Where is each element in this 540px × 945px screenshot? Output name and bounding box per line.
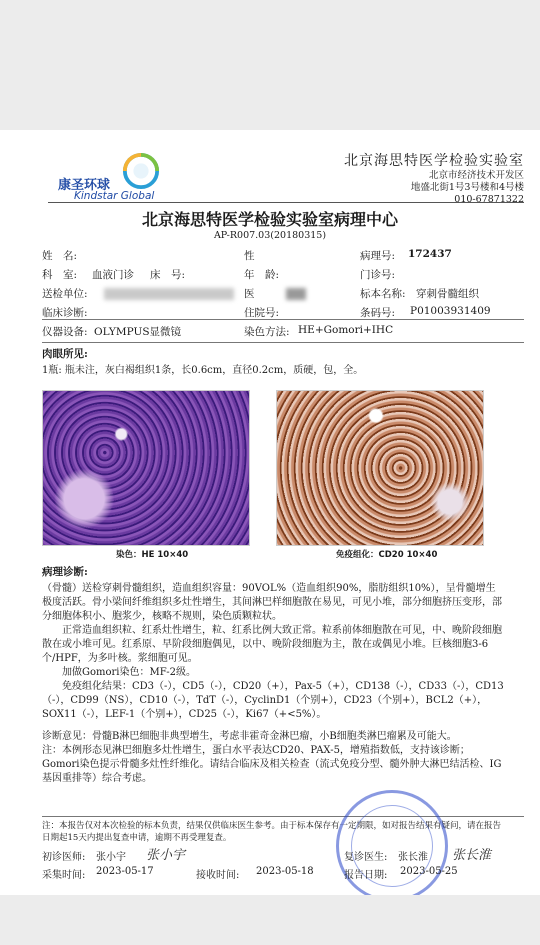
instrument-label: 仪器设备: — [42, 326, 88, 338]
instrument-value: OLYMPUS显微镜 — [94, 326, 182, 338]
stain-value: HE+Gomori+IHC — [298, 324, 394, 336]
receive-date: 2023-05-18 — [256, 866, 314, 877]
age-label: 年 龄: — [244, 269, 280, 281]
company-logo — [58, 148, 168, 204]
form-code: AP-R007.03(20180315) — [213, 230, 327, 241]
specimen-value: 穿刺骨髓组织 — [416, 288, 479, 300]
diagnosis-body — [42, 582, 504, 786]
first-doctor-label: 初诊医师: — [42, 852, 86, 863]
collect-label: 采集时间: — [42, 870, 86, 881]
header-divider — [48, 202, 524, 203]
image-caption-cd20: 免疫组化：CD20 10×40 — [336, 550, 438, 560]
lab-address: 北京市经济技术开发区 地盛北街1号3号楼和4号楼 010-67871322 — [410, 170, 524, 205]
clinic-label: 门诊号: — [360, 269, 396, 281]
lab-name: 北京海思特医学检验实验室 — [344, 153, 524, 169]
pathno-value: 172437 — [408, 248, 452, 260]
disclaimer: 注：本报告仅对本次检验的标本负责，结果仅供临床医生参考。由于标本保存有一定期限，如对报告结果有疑问，请在报告日期起15天内提出复查申请，逾期不再受理复查。 — [42, 821, 502, 843]
doctor-label: 医 — [244, 288, 255, 300]
diagnosis-opinion: 诊断意见：骨髓B淋巴细胞非典型增生，考虑非霍奇金淋巴瘤，小B细胞类淋巴瘤累及可能大。 — [42, 731, 457, 742]
review-doctor-signature: 张长淮 — [452, 848, 492, 863]
diagnosis-note: 注：本例形态见淋巴细胞多灶性增生，蛋白水平表达CD20、PAX-5，增殖指数低，支持该诊断；Gomori染色提示骨髓多灶性纤维化。请结合临床及相关检查（流式免疫分型、髓外肿大淋巴结活检、IG基因重排等）综合考虑。 — [42, 745, 502, 784]
diag-label: 临床诊断: — [42, 307, 88, 319]
diagnosis-paragraph: 正常造血组织粒、红系灶性增生，粒、红系比例大致正常。粒系前体细胞散在可见，中、晚阶段细胞散在或小堆可见。红系原、早阶段细胞偶见，以中、晚阶段细胞为主，散在或偶见小堆。巨核细胞3-6个/HPF，为多叶核。浆细胞可见。 — [42, 625, 502, 664]
diagnosis-paragraph: （骨髓）送检穿刺骨髓组织，造血组织容量：90VOL%（造血组织90%，脂肪组织10%），呈骨髓增生极度活跃。骨小梁间纤维组织多灶性增生，其间淋巴样细胞散在易见，可见小堆，部分细胞挤压变形，部分细胞体积小、胞浆少，核略不规则，染色质颗粒状。 — [42, 583, 502, 622]
review-doctor-name: 张长淮 — [398, 852, 428, 863]
redacted-doctor — [286, 288, 306, 300]
logo-english-name: Kindstar Global — [74, 190, 155, 202]
report-title: 北京海思特医学检验实验室病理中心 — [141, 210, 398, 229]
review-doctor-label: 复诊医生: — [344, 852, 388, 863]
barcode-label: 条码号: — [360, 307, 396, 319]
logo-chinese-name: 康圣环球 — [58, 178, 111, 193]
redacted-unit — [104, 288, 234, 300]
stain-label: 染色方法: — [244, 326, 290, 338]
first-doctor-signature: 张小宇 — [146, 848, 186, 863]
he-stain-micrograph — [42, 390, 250, 546]
footer-divider — [42, 816, 524, 817]
diagnosis-paragraph: 免疫组化结果：CD3（-），CD5（-），CD20（+），Pax-5（+），CD138（-），CD33（-），CD13（-），CD99（NS），CD10（-），TdT（-），CyclinD1（个别+），CD23（个别+），BCL2（+），SOX11（-），LEF-1（个别+），CD25（-），Ki67（+<5%）。 — [42, 681, 504, 720]
info-divider — [42, 319, 524, 320]
method-divider — [42, 342, 524, 343]
cd20-ihc-micrograph — [276, 390, 484, 546]
report-paper — [0, 130, 540, 895]
image-caption-he: 染色：HE 10×40 — [116, 550, 189, 560]
receive-label: 接收时间: — [196, 870, 240, 881]
gross-text: 1瓶: 瓶未注，灰白褐组织1条，长0.6cm，直径0.2cm，质硬，包，全。 — [42, 365, 364, 376]
barcode-value: P01003931409 — [410, 305, 491, 317]
sex-label: 性 — [244, 250, 255, 262]
pathno-label: 病理号: — [360, 250, 396, 262]
first-doctor-name: 张小宇 — [96, 852, 126, 863]
gross-heading: 肉眼所见: — [42, 348, 88, 360]
diagnosis-paragraph: 加做Gomori染色：MF-2级。 — [42, 667, 196, 678]
unit-label: 送检单位: — [42, 288, 88, 300]
bed-label: 床 号: — [150, 269, 186, 281]
specimen-label: 标本名称: — [360, 288, 406, 300]
name-label: 姓 名: — [42, 250, 78, 262]
dept-value: 血液门诊 — [92, 269, 134, 281]
report-date: 2023-05-25 — [400, 866, 458, 877]
dept-label: 科 室: — [42, 269, 78, 281]
collect-date: 2023-05-17 — [96, 866, 154, 877]
report-label: 报告日期: — [344, 870, 388, 881]
kindstar-logo-icon — [122, 152, 160, 190]
inpatient-label: 住院号: — [244, 307, 280, 319]
diagnosis-heading: 病理诊断: — [42, 566, 88, 578]
